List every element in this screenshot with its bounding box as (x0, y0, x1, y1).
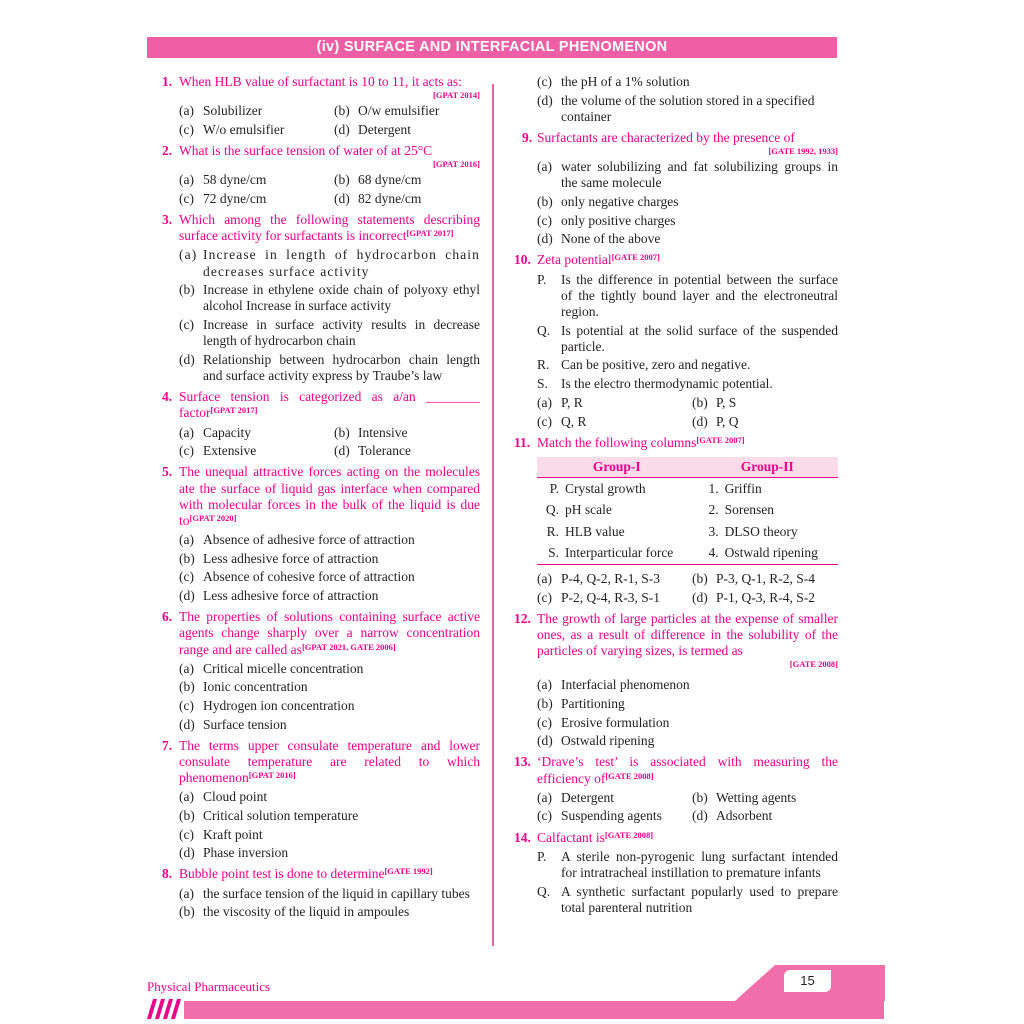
option-text: Less adhesive force of attraction (203, 588, 379, 603)
option-text: Is the electro thermodynamic potential. (561, 375, 773, 391)
question-text: When HLB value of surfactant is 10 to 11, it acts as: (179, 74, 462, 89)
question-source: [GPAT 2017] (406, 228, 454, 239)
question-13 (514, 754, 838, 786)
option-label: (c) (537, 589, 552, 605)
option-label: (c) (537, 212, 552, 228)
option-text: Extensive (203, 443, 257, 459)
question-number: 13. (514, 754, 531, 770)
option-label: (d) (179, 351, 195, 367)
question-text: Surface tension is categorized as a/an ________ factor (179, 389, 480, 421)
page-number: 15 (784, 970, 831, 992)
option (179, 443, 334, 459)
option-text: HLB value (565, 523, 625, 539)
option-label: (b) (537, 194, 553, 209)
option-label: (a) (537, 395, 552, 411)
question-source: [GATE 2008] (605, 770, 654, 781)
option-text: Increase in ethylene oxide chain of polyoxy ethyl alcohol Increase in surface activity (203, 282, 480, 314)
option-label: (b) (692, 395, 708, 411)
option-text: Is potential at the solid surface of the suspended particle. (561, 322, 838, 354)
option-label: (c) (179, 443, 194, 459)
option-text: the pH of a 1% solution (561, 74, 690, 89)
option-text: only negative charges (561, 194, 679, 209)
question-source: [GATE 2007] (611, 252, 660, 263)
option-text: 72 dyne/cm (203, 190, 267, 206)
statement (537, 376, 838, 392)
option-label: (a) (537, 789, 552, 805)
option-text: Critical solution temperature (203, 808, 359, 823)
option-label: (a) (179, 789, 194, 805)
option-label: (b) (179, 679, 195, 695)
option-text: Absence of cohesive force of attraction (203, 569, 415, 585)
question-1 (162, 74, 480, 100)
option-text: W/o emulsifier (203, 121, 285, 137)
option (179, 352, 480, 384)
option (692, 571, 838, 587)
option-label: (b) (537, 695, 553, 711)
option-text: P-1, Q-3, R-4, S-2 (716, 589, 816, 605)
option (179, 317, 480, 349)
question-text: Match the following columns (537, 434, 697, 450)
question-number: 4. (162, 389, 173, 405)
option-text: Q. (545, 502, 559, 518)
group-2-header: Group-II (697, 457, 838, 478)
question-number: 14. (514, 829, 531, 845)
question-7 (162, 738, 480, 787)
option (179, 717, 480, 733)
option (179, 845, 480, 861)
option-text: P, S (716, 395, 737, 411)
option-text: P. (549, 480, 559, 496)
options (179, 532, 480, 604)
option-label: (c) (537, 413, 552, 429)
option (179, 789, 480, 805)
option (692, 808, 838, 824)
option-text: pH scale (565, 502, 612, 518)
option-label: P. (537, 271, 547, 287)
option-text: Tolerance (358, 443, 412, 459)
option-label: (a) (179, 103, 194, 119)
options (179, 886, 480, 921)
question-4 (162, 389, 480, 421)
option (537, 571, 692, 587)
statement (537, 884, 838, 916)
question-text: Bubble point test is done to determine (179, 866, 385, 882)
question-5 (162, 464, 480, 529)
question-number: 10. (514, 252, 531, 268)
option-label: (a) (179, 660, 194, 676)
option-text: Ionic concentration (203, 679, 308, 695)
option-label: (d) (179, 845, 195, 861)
option-label: (b) (334, 172, 350, 188)
options-continued (537, 74, 838, 125)
option-label: S. (537, 375, 548, 391)
option-text: Hydrogen ion concentration (203, 698, 355, 713)
option-label: (b) (179, 282, 195, 298)
group-1-header: Group-I (537, 457, 697, 478)
option-label: (a) (179, 532, 194, 548)
option-text: Capacity (203, 424, 251, 440)
option-text: Increase in length of hydrocarbon chain decreases surface activity (203, 247, 480, 279)
options (179, 789, 480, 861)
options (537, 677, 838, 749)
option (179, 886, 480, 902)
option-text: Erosive formulation (561, 714, 670, 730)
option-label: (a) (537, 677, 552, 693)
option-text: O/w emulsifier (358, 103, 440, 119)
option (179, 172, 334, 188)
option-text: Crystal growth (565, 480, 646, 496)
option-text: Critical micelle concentration (203, 660, 364, 676)
question-source: [GATE 1992, 1933] (768, 146, 838, 157)
right-column (514, 74, 838, 916)
question-text: Calfactant is (537, 829, 605, 845)
option-text: P-3, Q-1, R-2, S-4 (716, 570, 816, 586)
option-text: Relationship between hydrocarbon chain length and surface activity express by Traube’s law (203, 351, 480, 383)
option-label: (c) (179, 190, 194, 206)
option-label: (d) (334, 443, 350, 459)
question-11 (514, 435, 838, 451)
column-divider (492, 84, 494, 946)
option-label: (c) (179, 121, 194, 137)
option-label: P. (537, 848, 547, 864)
option-label: R. (537, 357, 550, 373)
options (179, 103, 480, 138)
option (179, 569, 480, 585)
footer-book-title: Physical Pharmaceutics (147, 979, 271, 994)
question-source: [GPAT 2021, GATE 2006] (301, 641, 396, 652)
option-text: A synthetic surfactant popularly used to prepare total parenteral nutrition (561, 883, 838, 915)
option-text: Q, R (561, 413, 587, 429)
option (334, 103, 480, 119)
option-text: Griffin (724, 480, 762, 496)
option-text: Kraft point (203, 826, 263, 842)
option (179, 532, 480, 548)
option-text: Ostwald ripening (725, 543, 838, 565)
option-label: (a) (179, 424, 194, 440)
option (537, 395, 692, 411)
option (334, 122, 480, 138)
options (537, 159, 838, 247)
option-text: Surface tension (203, 716, 287, 732)
question-text: The terms upper consulate temperature and lower consulate temperature are related to which phenomenon (179, 737, 480, 786)
question-text: Surfactants are characterized by the presence of (537, 130, 795, 145)
section-title: (iv) SURFACE AND INTERFACIAL PHENOMENON (147, 37, 837, 58)
option-label: (d) (537, 231, 553, 247)
question-number: 11. (514, 434, 531, 450)
option-text: DLSO theory (724, 523, 798, 539)
option-text: Absence of adhesive force of attraction (203, 532, 415, 548)
option-label: (c) (537, 808, 552, 824)
option-label: (a) (537, 570, 552, 586)
option (334, 425, 480, 441)
option-label: (d) (692, 808, 708, 824)
option (537, 733, 838, 749)
option (179, 904, 480, 920)
question-source: [GPAT 2016] (248, 770, 296, 781)
option-text: 82 dyne/cm (358, 190, 422, 206)
match-table (537, 457, 838, 565)
option-label: (a) (537, 159, 552, 175)
option-label: (b) (334, 424, 350, 440)
table-row (537, 521, 838, 542)
option (537, 677, 838, 693)
option-label: (b) (692, 789, 708, 805)
option-text: Adsorbent (716, 808, 773, 824)
option-text: 1. (708, 480, 719, 496)
option (334, 172, 480, 188)
question-number: 7. (162, 737, 173, 753)
options (179, 247, 480, 384)
option-text: Suspending agents (561, 808, 662, 824)
question-source: [GPAT 2016] (433, 159, 480, 170)
option-text: A sterile non-pyrogenic lung surfactant intended for intratracheal instillation to premature infants (561, 848, 838, 880)
option-text: Cloud point (203, 789, 268, 805)
question-number: 5. (162, 464, 173, 480)
option-text: 4. (697, 543, 725, 565)
question-source: [GATE 2007] (696, 434, 745, 445)
option (692, 414, 838, 430)
option (692, 590, 838, 606)
question-14 (514, 830, 838, 846)
option-text: Sorensen (724, 502, 775, 518)
option-text: Solubilizer (203, 103, 263, 119)
option-text: Interparticular force (565, 543, 697, 565)
option-text: P-2, Q-4, R-3, S-1 (561, 589, 661, 605)
option (537, 590, 692, 606)
option-text: P-4, Q-2, R-1, S-3 (561, 570, 661, 586)
option-label: (a) (179, 247, 198, 263)
option (179, 679, 480, 695)
option (537, 414, 692, 430)
option (179, 808, 480, 824)
option (537, 93, 838, 125)
question-source: [GATE 2008] (604, 829, 654, 840)
option-text: only positive charges (561, 212, 676, 228)
option-label: (c) (179, 698, 194, 713)
options (537, 395, 838, 430)
option (179, 103, 334, 119)
question-10 (514, 252, 838, 268)
option (179, 282, 480, 314)
option-label: (d) (334, 121, 350, 137)
question-number: 2. (162, 143, 173, 158)
option-text: Detergent (561, 789, 614, 805)
option-text: Ostwald ripening (561, 733, 655, 749)
statement (537, 272, 838, 321)
question-text: The unequal attractive forces acting on the molecules ate the surface of liquid gas interface when compared with molecular forces in the bulk of the liquid is due to (179, 464, 480, 529)
option-label: Q. (537, 322, 551, 338)
option-label: (b) (179, 550, 195, 566)
option-text: P, Q (716, 413, 739, 429)
option-text: 2. (708, 502, 719, 518)
option-label: (d) (692, 589, 708, 605)
question-number: 8. (162, 866, 173, 882)
option-text: Detergent (358, 121, 411, 137)
question-number: 12. (514, 610, 531, 626)
statement (537, 357, 838, 373)
question-8 (162, 866, 480, 882)
question-text: What is the surface tension of water of at 25°C (179, 143, 433, 158)
option-label: (a) (179, 172, 194, 188)
question-text: Zeta potential (537, 252, 612, 268)
option (179, 827, 480, 843)
option-label: (d) (179, 716, 195, 732)
question-source: [GPAT 2014] (433, 90, 480, 101)
option-label: (b) (179, 808, 195, 823)
question-text: ‘Drave’s test’ is associated with measuring the efficiency of (537, 754, 838, 786)
option (537, 808, 692, 824)
option (179, 588, 480, 604)
option (334, 191, 480, 207)
option-label: (c) (179, 569, 194, 585)
option (537, 194, 838, 210)
option-label: (d) (334, 190, 350, 206)
option-label: (b) (179, 904, 195, 920)
stripes-decoration (147, 999, 183, 1019)
option-text: the surface tension of the liquid in capillary tubes (203, 885, 470, 901)
option-text: S. (537, 543, 565, 565)
option-text: Phase inversion (203, 845, 289, 861)
question-number: 9. (522, 130, 533, 145)
option-label: (d) (537, 733, 553, 749)
left-column (162, 74, 480, 920)
question-text: The properties of solutions containing surface active agents change sharply over a narrow concentration range and are called as (179, 609, 480, 657)
option (179, 247, 480, 279)
option (537, 696, 838, 712)
option-text: Partitioning (561, 695, 625, 711)
option-text: the volume of the solution stored in a specified container (561, 92, 815, 124)
statement (537, 323, 838, 355)
question-2 (162, 143, 480, 169)
option (179, 191, 334, 207)
option (179, 425, 334, 441)
option (537, 74, 838, 90)
options (179, 661, 480, 733)
option-text: the viscosity of the liquid in ampoules (203, 904, 410, 920)
option-text: Interfacial phenomenon (561, 677, 690, 693)
option-label: (c) (179, 826, 194, 842)
question-3 (162, 212, 480, 244)
option-text: Is the difference in potential between the surface of the tightly bound layer and the electroneutral region. (561, 271, 838, 319)
option-text: R. (546, 523, 559, 539)
option (537, 159, 838, 191)
option (179, 551, 480, 567)
question-9 (514, 130, 838, 156)
option (179, 698, 480, 714)
question-number: 6. (162, 609, 173, 625)
question-text: Which among the following statements describing surface activity for surfactants is incorrect (179, 212, 480, 244)
option-label: (c) (179, 317, 194, 332)
table-row (537, 478, 838, 500)
question-source: [GATE 2008] (789, 659, 838, 670)
option-text: 68 dyne/cm (358, 172, 422, 188)
statements (537, 849, 838, 916)
option (537, 790, 692, 806)
option (537, 213, 838, 229)
statement (537, 849, 838, 881)
option-label: (c) (537, 714, 552, 730)
option-label: Q. (537, 883, 551, 899)
option-text: Wetting agents (716, 789, 797, 805)
option-text: None of the above (561, 231, 661, 247)
question-source: [GATE 1992] (384, 866, 433, 877)
option-text: water solubilizing and fat solubilizing groups in the same molecule (561, 159, 838, 191)
statements (537, 272, 838, 393)
option (179, 661, 480, 677)
option-label: (c) (537, 74, 552, 89)
options (537, 571, 838, 606)
question-number: 3. (162, 212, 173, 227)
table-row (537, 543, 838, 565)
option-label: (b) (334, 103, 350, 119)
option-label: (d) (692, 413, 708, 429)
question-number: 1. (162, 74, 173, 89)
option-text: Less adhesive force of attraction (203, 550, 379, 566)
question-12 (514, 611, 838, 670)
option-text: 3. (708, 523, 719, 539)
option-text: P, R (561, 395, 583, 411)
table-row (537, 500, 838, 521)
question-source: [GPAT 2020] (189, 513, 237, 524)
option-text: Can be positive, zero and negative. (561, 357, 751, 373)
option-text: Increase in surface activity results in decrease length of hydrocarbon chain (203, 317, 480, 349)
options (537, 790, 838, 825)
option (179, 122, 334, 138)
option-label: (b) (692, 570, 708, 586)
options (179, 425, 480, 460)
question-source: [GPAT 2017] (210, 405, 258, 416)
option (537, 231, 838, 247)
question-text: The growth of large particles at the expense of smaller ones, as a result of difference in the solubility of the particles of varying sizes, is termed as (537, 610, 838, 659)
question-6 (162, 609, 480, 658)
option-label: (d) (179, 588, 195, 603)
option-text: Intensive (358, 424, 408, 440)
option-label: (a) (179, 885, 194, 901)
footer-bar (184, 1001, 884, 1019)
option (334, 443, 480, 459)
option (537, 715, 838, 731)
option-text: 58 dyne/cm (203, 172, 267, 188)
option-label: (d) (537, 92, 553, 108)
options (179, 172, 480, 207)
option (692, 395, 838, 411)
option (692, 790, 838, 806)
